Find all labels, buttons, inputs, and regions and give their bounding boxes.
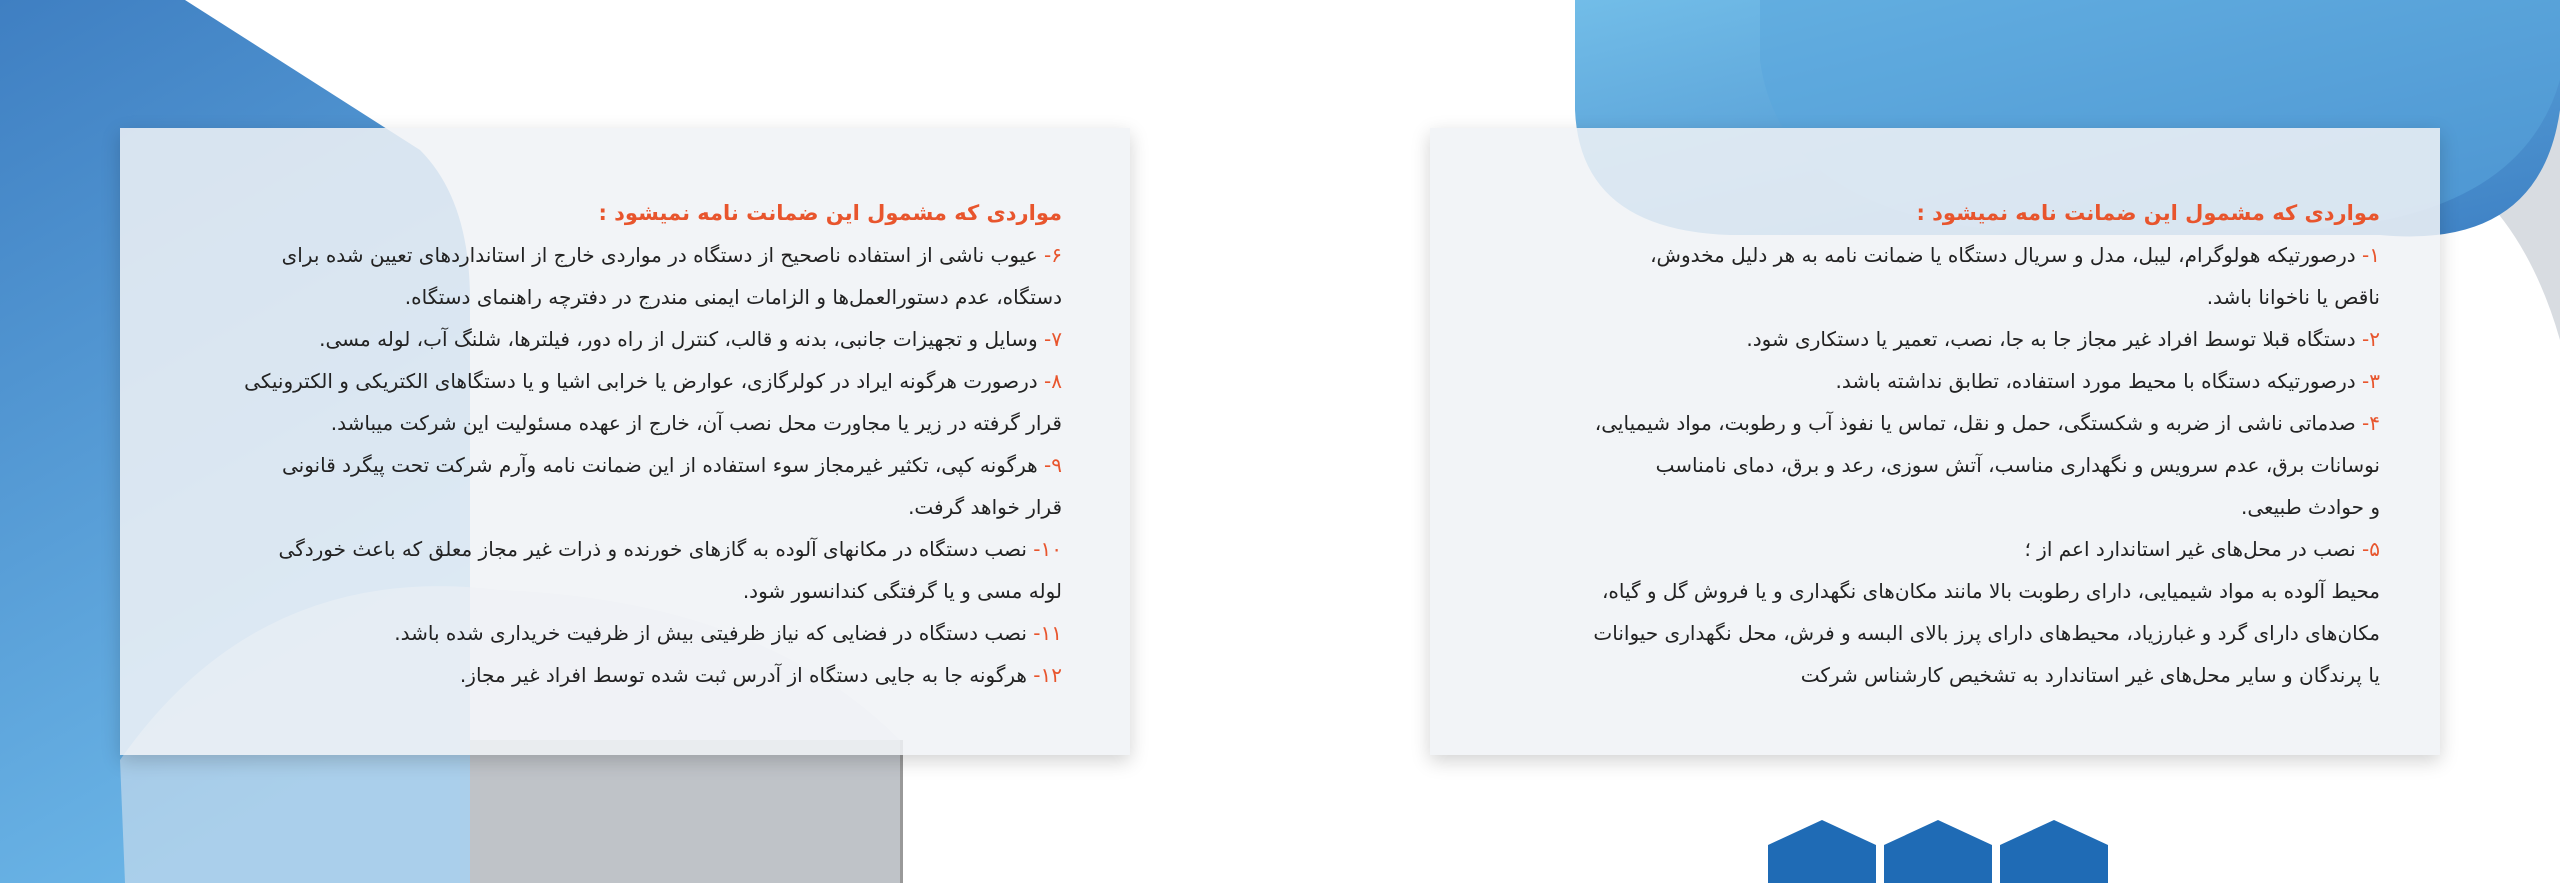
- list-item: [180, 654, 1062, 696]
- item-text: قرار گرفته در زیر یا مجاورت محل نصب آن، خارج از عهده مسئولیت این شرکت میباشد.: [330, 411, 1062, 435]
- item-text: نصب در محل‌های غیر استاندارد اعم از ؛: [2024, 537, 2356, 561]
- list-item: [180, 444, 1062, 528]
- list-item: [180, 318, 1062, 360]
- item-text: دستگاه، عدم دستورالعمل‌ها و الزامات ایمنی مندرج در دفترچه راهنمای دستگاه.: [404, 285, 1062, 309]
- list-item: [1490, 360, 2380, 402]
- item-number: ۵-: [2362, 537, 2380, 561]
- item-number: ۷-: [1044, 327, 1062, 351]
- item-text: درصورتیکه دستگاه با محیط مورد استفاده، تطابق نداشته باشد.: [1835, 369, 2356, 393]
- item-text: مکان‌های دارای گرد و غبارزیاد، محیط‌های دارای پرز بالای البسه و فرش، محل نگهداری حیوانات: [1593, 621, 2380, 645]
- item-text: و حوادث طبیعی.: [2240, 495, 2380, 519]
- item-text: وسایل و تجهیزات جانبی، بدنه و قالب، کنترل از راه دور، فیلترها، شلنگ آب، لوله مسی.: [319, 327, 1038, 351]
- item-text: درصورتیکه هولوگرام، لیبل، مدل و سریال دستگاه یا ضمانت نامه به هر دلیل مخدوش،: [1650, 243, 2356, 267]
- extra-text: [1490, 570, 2380, 696]
- list-item: [1490, 318, 2380, 360]
- item-number: ۳-: [2362, 369, 2380, 393]
- item-number: ۲-: [2362, 327, 2380, 351]
- item-number: ۱۲-: [1033, 663, 1062, 687]
- item-text: محیط آلوده به مواد شیمیایی، دارای رطوبت بالا مانند مکان‌های نگهداری و یا فروش گل و گیاه،: [1601, 579, 2380, 603]
- item-number: ۶-: [1044, 243, 1062, 267]
- warranty-card-left: [120, 128, 1130, 755]
- item-number: ۴-: [2362, 411, 2380, 435]
- item-text: هرگونه جا به جایی دستگاه از آدرس ثبت شده توسط افراد غیر مجاز.: [459, 663, 1027, 687]
- item-text: عیوب ناشی از استفاده ناصحیح از دستگاه در مواردی خارج از استانداردهای تعیین شده برای: [281, 243, 1038, 267]
- list-item: [180, 234, 1062, 318]
- hex-shape: [1884, 820, 1992, 883]
- list-item: [1490, 234, 2380, 318]
- item-text: نصب دستگاه در فضایی که نیاز ظرفیتی بیش از ظرفیت خریداری شده باشد.: [394, 621, 1027, 645]
- item-number: ۹-: [1044, 453, 1062, 477]
- item-number: ۱-: [2362, 243, 2380, 267]
- hex-shape: [1768, 820, 1876, 883]
- item-number: ۱۱-: [1033, 621, 1062, 645]
- list-item: [1490, 528, 2380, 570]
- list-item: [1490, 402, 2380, 528]
- item-text: دستگاه قبلا توسط افراد غیر مجاز جا به جا، نصب، تعمیر یا دستکاری شود.: [1746, 327, 2356, 351]
- item-number: ۱۰-: [1033, 537, 1062, 561]
- item-text: قرار خواهد گرفت.: [908, 495, 1062, 519]
- item-text: نصب دستگاه در مکانهای آلوده به گازهای خورنده و ذرات غیر مجاز معلق که باعث خوردگی: [278, 537, 1027, 561]
- item-text: صدماتی ناشی از ضربه و شکستگی، حمل و نقل، تماس یا نفوذ آب و رطوبت، مواد شیمیایی،: [1594, 411, 2356, 435]
- list-item: [180, 528, 1062, 612]
- item-text: لوله مسی و یا گرفتگی کندانسور شود.: [742, 579, 1062, 603]
- list-item: [180, 360, 1062, 444]
- item-text: درصورت هرگونه ایراد در کولرگازی، عوارض یا خرابی اشیا و یا دستگاهای الکتریکی و الکترونیکی: [244, 369, 1038, 393]
- item-text: یا پرندگان و سایر محل‌های غیر استاندارد به تشخیص کارشناس شرکت: [1800, 663, 2380, 687]
- warranty-card-right: [1430, 128, 2440, 755]
- list-item: [180, 612, 1062, 654]
- item-text: هرگونه کپی، تکثیر غیرمجاز سوء استفاده از این ضمانت نامه وآرم شرکت تحت پیگرد قانونی: [281, 453, 1038, 477]
- card-title: مواردی که مشمول این ضمانت نامه نمیشود :: [598, 201, 1062, 225]
- hex-shape: [2000, 820, 2108, 883]
- item-number: ۸-: [1044, 369, 1062, 393]
- item-text: نوسانات برق، عدم سرویس و نگهداری مناسب، آتش سوزی، رعد و برق، دمای نامناسب: [1655, 453, 2380, 477]
- item-text: ناقص یا ناخوانا باشد.: [2206, 285, 2380, 309]
- card-title: مواردی که مشمول این ضمانت نامه نمیشود :: [1916, 201, 2380, 225]
